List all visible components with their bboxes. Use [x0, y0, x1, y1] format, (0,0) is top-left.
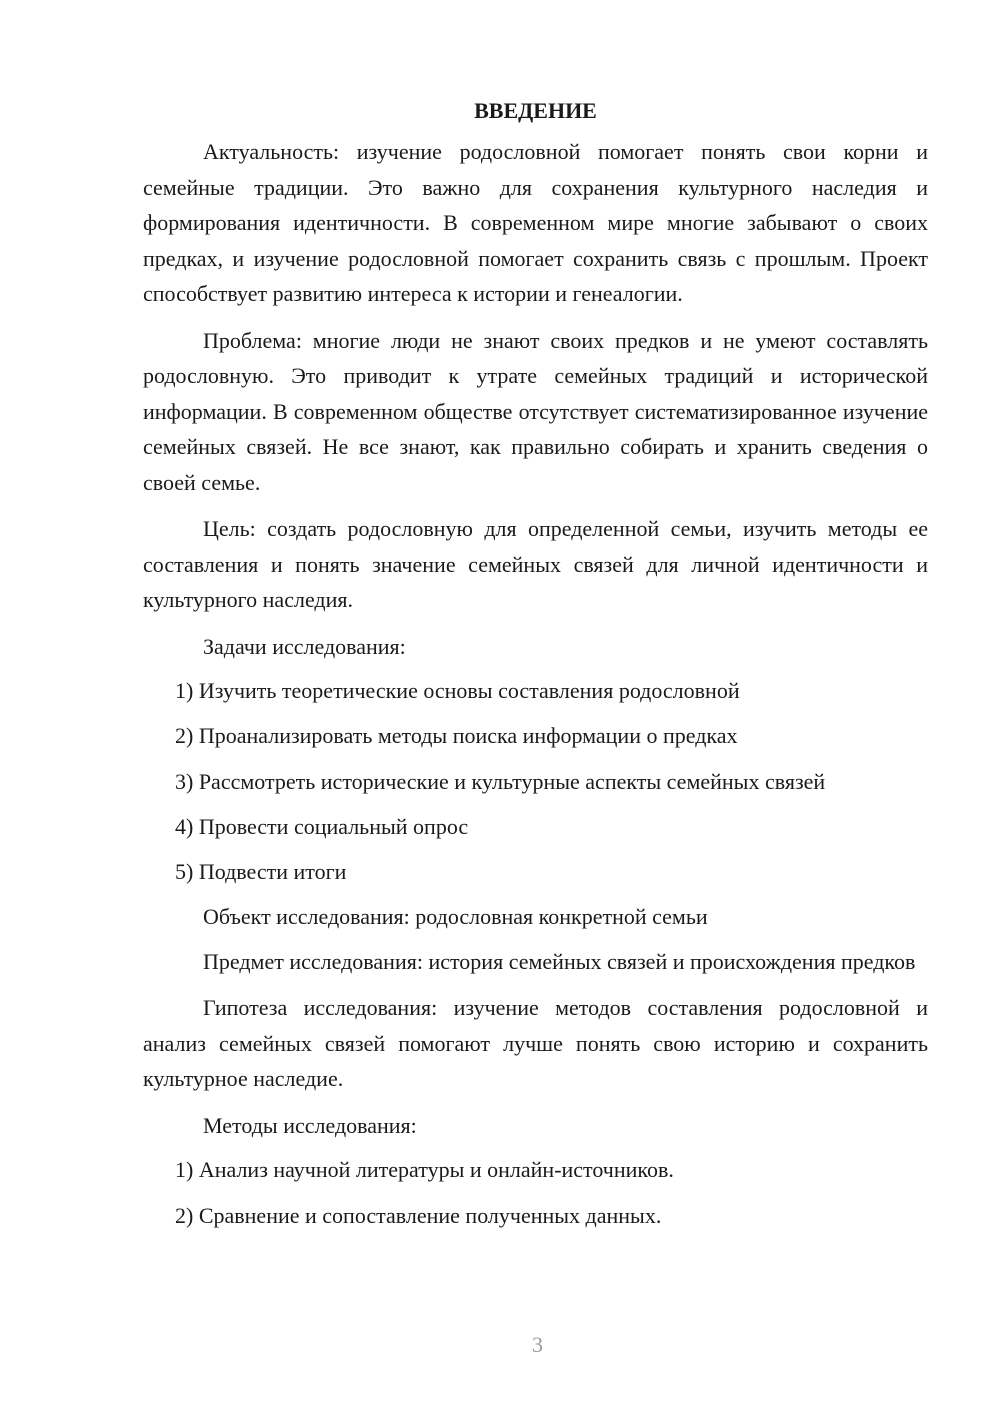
list-item: 2) Проанализировать методы поиска информации о предках — [175, 723, 738, 749]
page-number: 3 — [532, 1332, 543, 1357]
list-item: 5) Подвести итоги — [175, 859, 347, 885]
goal-paragraph: Цель: создать родословную для определенной семьи, изучить методы ее составления и понять значение семейных связей для личной идентичности и культурного наследия. — [143, 516, 928, 612]
subject-paragraph: Предмет исследования: история семейных связей и происхождения предков — [203, 948, 916, 974]
tasks-list — [143, 673, 928, 890]
methods-heading: Методы исследования: — [203, 1112, 417, 1138]
list-item: 2) Сравнение и сопоставление полученных данных. — [175, 1202, 662, 1228]
relevance-paragraph: Актуальность: изучение родословной помогает понять свои корни и семейные традиции. Это важно для сохранения культурного наследия и формирования идентичности. В современном мире многие забывают о своих предках, и изучение родословной помогает сохранить связь с прошлым. Проект способствует развитию интереса к истории и генеалогии. — [143, 139, 928, 306]
methods-list — [143, 1152, 928, 1233]
hypothesis-paragraph: Гипотеза исследования: изучение методов составления родословной и анализ семейных связей помогают лучше понять свою историю и сохранить культурное наследие. — [143, 995, 928, 1092]
list-item: 1) Анализ научной литературы и онлайн-источников. — [175, 1157, 674, 1183]
problem-paragraph: Проблема: многие люди не знают своих предков и не умеют составлять родословную. Это приводит к утрате семейных традиций и исторической информации. В современном обществе отсутствует систематизированное изучение семейных связей. Не все знают, как правильно собирать и хранить сведения о своей семье. — [143, 327, 928, 495]
list-item: 3) Рассмотреть исторические и культурные аспекты семейных связей — [175, 768, 826, 794]
object-paragraph: Объект исследования: родословная конкретной семьи — [203, 904, 708, 930]
document-page — [143, 92, 928, 1243]
page-title: ВВЕДЕНИЕ — [474, 98, 597, 123]
tasks-heading: Задачи исследования: — [203, 633, 406, 659]
list-item: 4) Провести социальный опрос — [175, 813, 469, 839]
list-item: 1) Изучить теоретические основы составления родословной — [175, 678, 740, 703]
